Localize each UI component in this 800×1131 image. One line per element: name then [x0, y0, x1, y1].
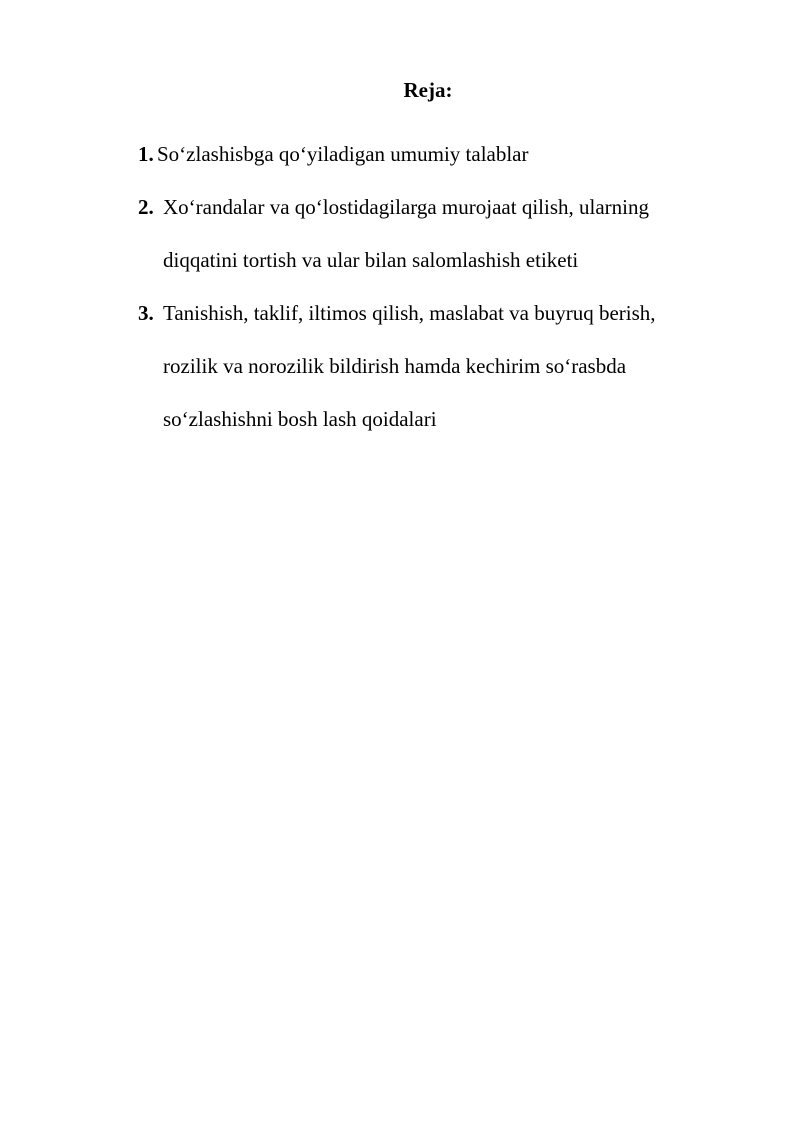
list-item-number: 1. — [138, 142, 154, 166]
list-item — [138, 128, 738, 181]
list-item-text: Tanishish, taklif, iltimos qilish, maslabat va buyruq berish, — [163, 301, 656, 325]
list-item-text: Xo‘randalar va qo‘lostidagilarga murojaat qilish, ularning — [163, 195, 649, 219]
list-item — [138, 181, 738, 287]
list-item-text: so‘zlashishni bosh lash qoidalari — [163, 407, 437, 431]
list-item-text: So‘zlashisbga qo‘yiladigan umumiy talablar — [157, 142, 529, 166]
list-item-number: 3. — [138, 301, 154, 325]
page-title: Reja: — [403, 78, 453, 102]
list-item — [138, 287, 738, 446]
list-item-text: rozilik va norozilik bildirish hamda kechirim so‘rasbda — [163, 354, 627, 378]
list-item-text: diqqatini tortish va ular bilan salomlashish etiketi — [163, 248, 579, 272]
plan-list — [138, 128, 738, 446]
list-item-number: 2. — [138, 195, 154, 219]
